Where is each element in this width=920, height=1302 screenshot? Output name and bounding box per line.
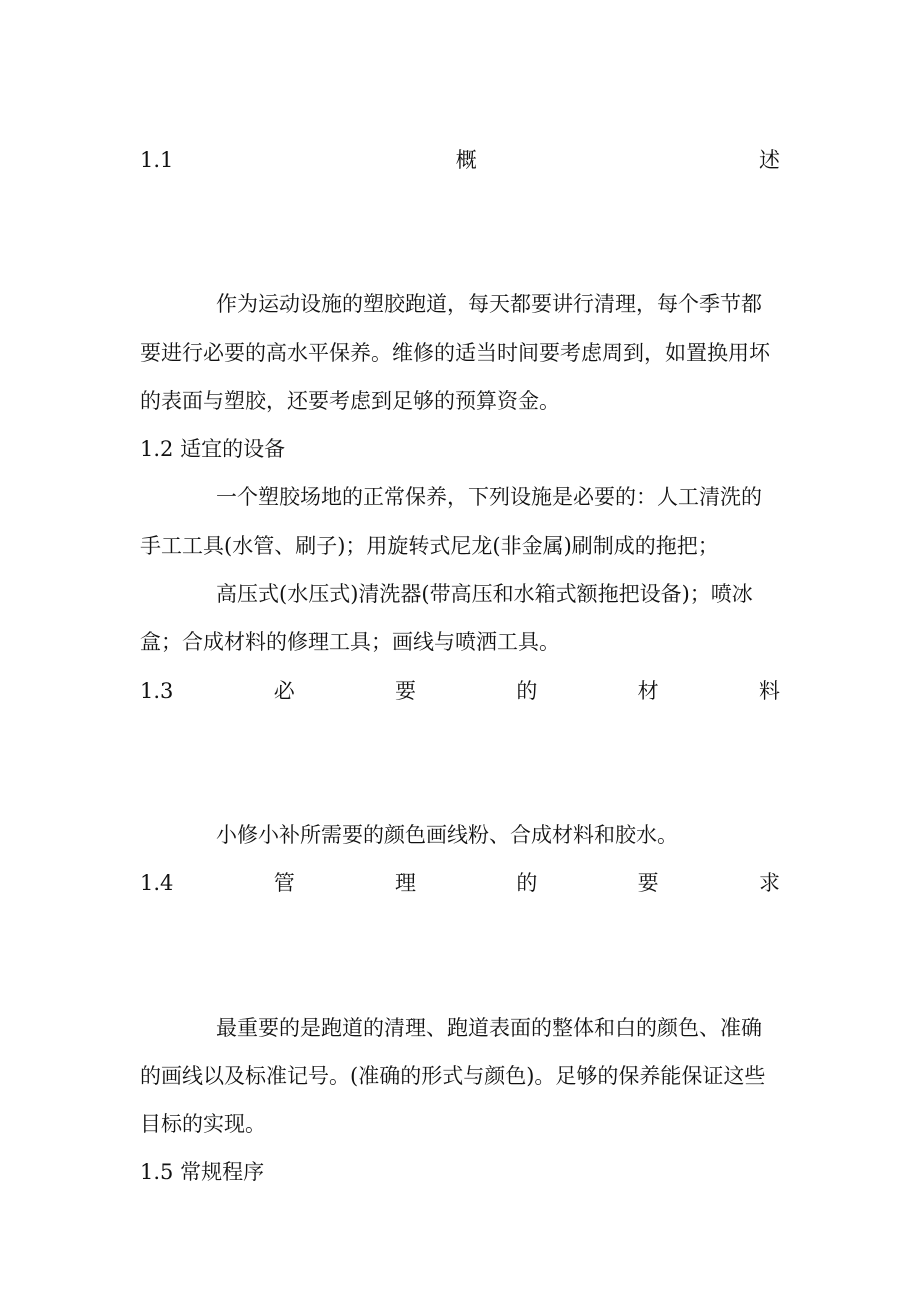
heading-char: 料 xyxy=(758,679,780,703)
paragraph-line: 作为运动设施的塑胶跑道，每天都要讲行清理，每个季节都 xyxy=(216,292,762,316)
section-number: 1.3 xyxy=(140,679,174,703)
paragraph-line: 高压式(水压式)清洗器(带高压和水箱式额拖把设备)；喷冰 xyxy=(216,582,753,606)
heading-char: 材 xyxy=(637,679,659,703)
paragraph-line: 的表面与塑胶，还要考虑到足够的预算资金。 xyxy=(140,389,560,413)
section-number: 1.1 xyxy=(140,148,174,172)
section-heading-1-2: 1.2 适宜的设备 xyxy=(140,437,286,461)
paragraph-line: 盒；合成材料的修理工具；画线与喷洒工具。 xyxy=(140,630,560,654)
heading-char: 要 xyxy=(395,679,417,703)
section-heading-1-5: 1.5 常规程序 xyxy=(140,1160,265,1184)
paragraph-line: 小修小补所需要的颜色画线粉、合成材料和胶水。 xyxy=(216,823,678,847)
paragraph-line: 的画线以及标准记号。(准确的形式与颜色)。足够的保养能保证这些 xyxy=(140,1064,766,1088)
section-number: 1.4 xyxy=(140,871,174,895)
section-heading-1-3 xyxy=(140,676,780,706)
heading-char: 理 xyxy=(395,871,417,895)
paragraph-line: 最重要的是跑道的清理、跑道表面的整体和白的颜色、准确 xyxy=(216,1016,762,1040)
heading-char: 求 xyxy=(758,871,780,895)
heading-char: 要 xyxy=(637,871,659,895)
paragraph-line: 手工工具(水管、刷子)；用旋转式尼龙(非金属)刷制成的拖把； xyxy=(140,534,719,558)
heading-char: 必 xyxy=(273,679,295,703)
heading-char: 管 xyxy=(273,871,295,895)
paragraph-line: 要进行必要的高水平保养。维修的适当时间要考虑周到，如置换用坏 xyxy=(140,341,770,365)
heading-char: 的 xyxy=(516,679,538,703)
paragraph-line: 一个塑胶场地的正常保养，下列设施是必要的：人工清洗的 xyxy=(216,485,762,509)
section-heading-1-4 xyxy=(140,868,780,898)
heading-char: 的 xyxy=(516,871,538,895)
heading-char: 述 xyxy=(759,148,780,172)
heading-char: 概 xyxy=(455,148,477,172)
section-heading-1-1 xyxy=(140,145,780,175)
paragraph-line: 目标的实现。 xyxy=(140,1112,266,1136)
